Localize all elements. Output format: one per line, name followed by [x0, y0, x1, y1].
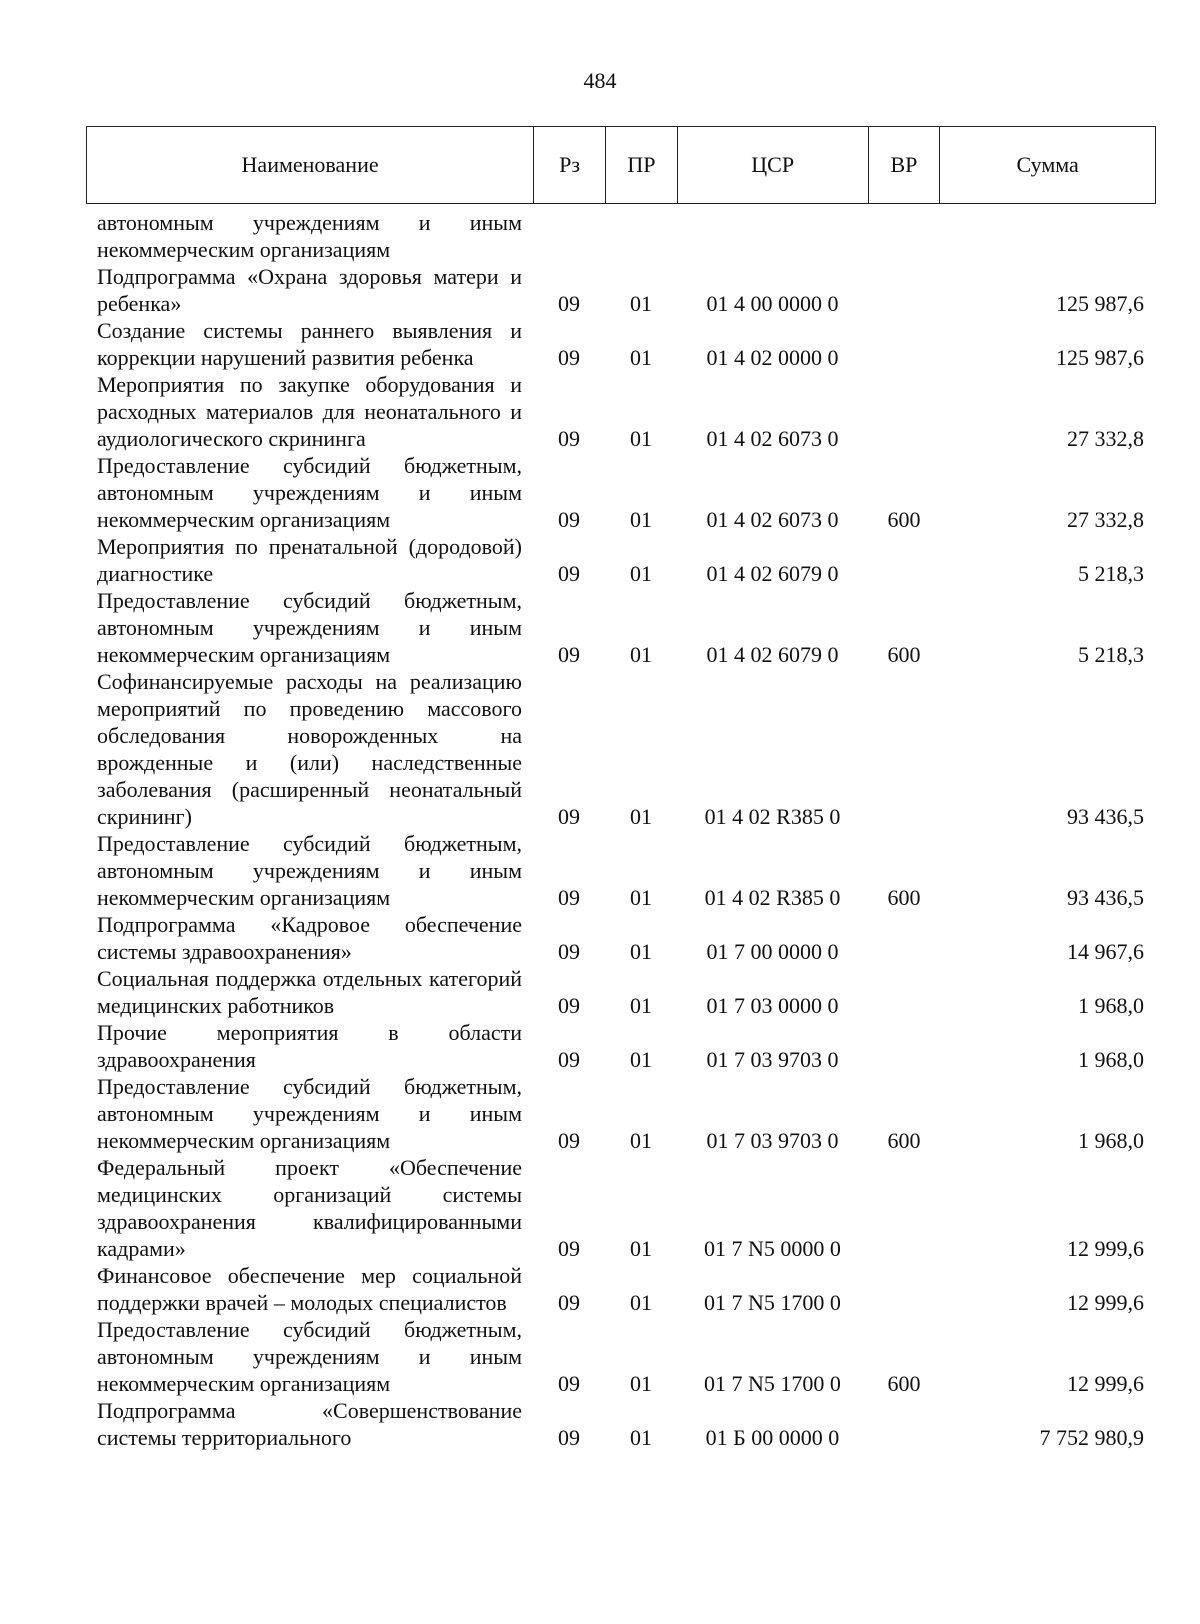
cell-rz: 09	[558, 1047, 580, 1072]
cell-csr: 01 4 02 6073 0	[706, 426, 839, 451]
table-row	[86, 452, 1156, 533]
cell-csr: 01 7 03 0000 0	[706, 993, 839, 1018]
header-vr: ВР	[868, 127, 940, 203]
cell-csr: 01 4 02 R385 0	[704, 885, 841, 910]
cell-pr: 01	[630, 291, 652, 316]
cell-rz: 09	[558, 1371, 580, 1396]
cell-pr: 01	[630, 561, 652, 586]
page-number: 484	[583, 68, 617, 93]
cell-csr: 01 7 N5 1700 0	[704, 1371, 841, 1396]
table-row	[86, 1019, 1156, 1073]
cell-vr: 600	[887, 1371, 921, 1396]
cell-sum: 27 332,8	[1067, 426, 1144, 451]
table-row	[86, 587, 1156, 668]
cell-name: Мероприятия по закупке оборудования и расходных материалов для неонатального и аудиологического скрининга	[97, 372, 522, 451]
header-sum: Сумма	[939, 127, 1155, 203]
cell-pr: 01	[630, 642, 652, 667]
cell-csr: 01 7 N5 0000 0	[704, 1236, 841, 1261]
cell-name: автономным учреждениям и иным некоммерческим организациям	[97, 210, 522, 262]
cell-name: Предоставление субсидий бюджетным, автономным учреждениям и иным некоммерческим организациям	[97, 831, 522, 910]
cell-pr: 01	[630, 993, 652, 1018]
cell-pr: 01	[630, 507, 652, 532]
cell-sum: 1 968,0	[1078, 1128, 1144, 1153]
cell-csr: 01 7 00 0000 0	[706, 939, 839, 964]
table-row	[86, 1397, 1156, 1451]
cell-pr: 01	[630, 1236, 652, 1261]
table-row	[86, 911, 1156, 965]
table-row	[86, 317, 1156, 371]
table-row	[86, 965, 1156, 1019]
cell-rz: 09	[558, 1290, 580, 1315]
cell-sum: 5 218,3	[1078, 642, 1144, 667]
cell-rz: 09	[558, 291, 580, 316]
cell-csr: 01 7 03 9703 0	[706, 1128, 839, 1153]
cell-sum: 27 332,8	[1067, 507, 1144, 532]
header-rz: Рз	[533, 127, 605, 203]
cell-sum: 125 987,6	[1056, 345, 1144, 370]
cell-pr: 01	[630, 426, 652, 451]
cell-rz: 09	[558, 939, 580, 964]
cell-sum: 12 999,6	[1067, 1236, 1144, 1261]
table-row	[86, 668, 1156, 830]
cell-csr: 01 4 00 0000 0	[706, 291, 839, 316]
cell-rz: 09	[558, 426, 580, 451]
cell-csr: 01 4 02 R385 0	[704, 804, 841, 829]
cell-rz: 09	[558, 507, 580, 532]
cell-pr: 01	[630, 1128, 652, 1153]
header-csr: ЦСР	[677, 127, 868, 203]
table-body	[86, 209, 1156, 1451]
cell-pr: 01	[630, 1425, 652, 1450]
cell-name: Федеральный проект «Обеспечение медицинских организаций системы здравоохранения квалифицированными кадрами»	[97, 1155, 522, 1261]
cell-sum: 125 987,6	[1056, 291, 1144, 316]
cell-csr: 01 4 02 6079 0	[706, 642, 839, 667]
table-row	[86, 533, 1156, 587]
table-row	[86, 830, 1156, 911]
cell-csr: 01 4 02 0000 0	[706, 345, 839, 370]
cell-rz: 09	[558, 1128, 580, 1153]
table-row	[86, 371, 1156, 452]
cell-vr: 600	[887, 1128, 921, 1153]
table-row	[86, 1262, 1156, 1316]
cell-rz: 09	[558, 804, 580, 829]
cell-csr: 01 Б 00 0000 0	[705, 1425, 840, 1450]
cell-name: Подпрограмма «Совершенствование системы территориального	[97, 1398, 522, 1450]
cell-name: Создание системы раннего выявления и коррекции нарушений развития ребенка	[97, 318, 522, 370]
table-row	[86, 209, 1156, 263]
cell-name: Предоставление субсидий бюджетным, автономным учреждениям и иным некоммерческим организациям	[97, 1074, 522, 1153]
table-row	[86, 1316, 1156, 1397]
cell-rz: 09	[558, 1236, 580, 1261]
cell-rz: 09	[558, 885, 580, 910]
cell-vr: 600	[887, 885, 921, 910]
cell-vr: 600	[887, 642, 921, 667]
cell-name: Финансовое обеспечение мер социальной поддержки врачей – молодых специалистов	[97, 1263, 522, 1315]
cell-sum: 12 999,6	[1067, 1290, 1144, 1315]
header-pr: ПР	[605, 127, 677, 203]
cell-sum: 1 968,0	[1078, 1047, 1144, 1072]
cell-csr: 01 4 02 6079 0	[706, 561, 839, 586]
cell-name: Подпрограмма «Кадровое обеспечение системы здравоохранения»	[97, 912, 522, 964]
cell-sum: 7 752 980,9	[1039, 1425, 1144, 1450]
cell-pr: 01	[630, 1290, 652, 1315]
cell-sum: 5 218,3	[1078, 561, 1144, 586]
cell-csr: 01 4 02 6073 0	[706, 507, 839, 532]
cell-pr: 01	[630, 345, 652, 370]
cell-csr: 01 7 03 9703 0	[706, 1047, 839, 1072]
cell-pr: 01	[630, 885, 652, 910]
cell-name: Предоставление субсидий бюджетным, автономным учреждениям и иным некоммерческим организациям	[97, 588, 522, 667]
cell-name: Мероприятия по пренатальной (дородовой) диагностике	[97, 534, 522, 586]
cell-pr: 01	[630, 1371, 652, 1396]
cell-pr: 01	[630, 1047, 652, 1072]
cell-vr: 600	[887, 507, 921, 532]
table-row	[86, 1073, 1156, 1154]
cell-name: Социальная поддержка отдельных категорий медицинских работников	[97, 966, 522, 1018]
table-header	[86, 126, 1156, 204]
cell-name: Предоставление субсидий бюджетным, автономным учреждениям и иным некоммерческим организациям	[97, 1317, 522, 1396]
cell-rz: 09	[558, 1425, 580, 1450]
cell-sum: 1 968,0	[1078, 993, 1144, 1018]
table-row	[86, 1154, 1156, 1262]
cell-pr: 01	[630, 939, 652, 964]
cell-sum: 14 967,6	[1067, 939, 1144, 964]
header-name: Наименование	[241, 152, 379, 177]
cell-name: Прочие мероприятия в области здравоохранения	[97, 1020, 522, 1072]
cell-rz: 09	[558, 561, 580, 586]
cell-name: Софинансируемые расходы на реализацию мероприятий по проведению массового обследования новорожденных на врожденные и (или) наследственные заболевания (расширенный неонатальный скрининг)	[97, 669, 522, 829]
cell-pr: 01	[630, 804, 652, 829]
cell-name: Подпрограмма «Охрана здоровья матери и ребенка»	[97, 264, 522, 316]
table-row	[86, 263, 1156, 317]
cell-rz: 09	[558, 642, 580, 667]
cell-rz: 09	[558, 345, 580, 370]
cell-rz: 09	[558, 993, 580, 1018]
cell-sum: 12 999,6	[1067, 1371, 1144, 1396]
cell-name: Предоставление субсидий бюджетным, автономным учреждениям и иным некоммерческим организациям	[97, 453, 522, 532]
cell-sum: 93 436,5	[1067, 885, 1144, 910]
cell-sum: 93 436,5	[1067, 804, 1144, 829]
cell-csr: 01 7 N5 1700 0	[704, 1290, 841, 1315]
